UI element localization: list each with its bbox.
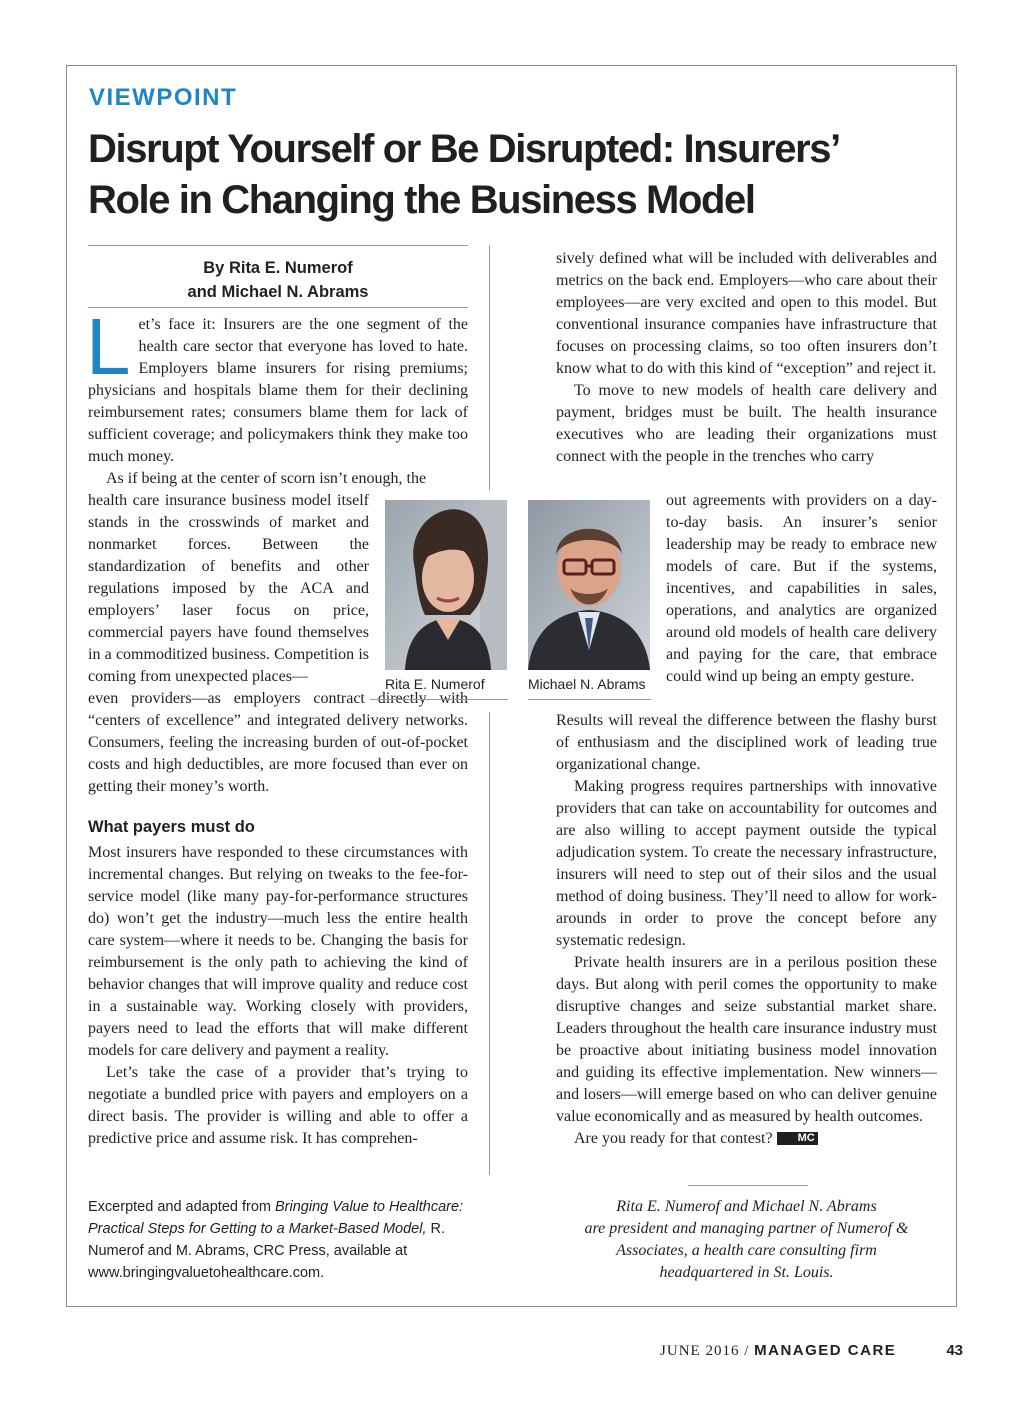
photo-caption-rule-left	[370, 699, 508, 700]
byline-author-1: By Rita E. Numerof	[203, 259, 353, 277]
paragraph-contest	[556, 1128, 937, 1150]
intro-paragraph-text: et’s face it: Insurers are the one segment of the health care sector that everyone has loved to hate. Employers blame insurers for rising premiums; physicians and hospitals blame them for their declining reimbursement rates; consumers blame them for lack of sufficient coverage; and policymakers think they make too much money.	[88, 316, 468, 465]
bio-line-3: Associates, a health care consulting firm	[616, 1242, 877, 1259]
column-divider-upper	[489, 245, 490, 490]
intro-paragraph	[86, 302, 468, 468]
bio-rule	[688, 1185, 808, 1186]
paragraph-bridges-lead: To move to new models of health care delivery and payment, bridges must be built. The health insurance executives who are leading their organizations must connect with the people in the trenches who carry	[556, 382, 937, 465]
paragraph-comprehensive: sively defined what will be included with deliverables and metrics on the back end. Employers—who care about their employees—are very excited and open to this model. But conventional insurance companies have infrastructure that focuses on processing claims, so too often insurers don’t know what to do with this kind of “exception” and reject it.	[556, 250, 937, 377]
bio-line-4: headquartered in St. Louis.	[659, 1264, 834, 1281]
paragraph-scorn-wrap: health care insurance business model itself stands in the crosswinds of market and nonmarket forces. Between the standardization of benefits and other regulations imposed by the ACA and employers’ laser focus on price, commercial payers have found themselves in a commoditized business. Competition is coming from unexpected places—	[88, 492, 369, 685]
paragraph-bundled-price: Let’s take the case of a provider that’s trying to negotiate a bundled price with payers and employers on a direct basis. The provider is willing and able to offer a predictive price and assume risk. It has comprehen-	[88, 1064, 468, 1147]
left-column-payers	[88, 842, 468, 1150]
paragraph-incremental: Most insurers have responded to these circumstances with incremental changes. But relying on tweaks to the fee-for-service model (like many pay-for-performance structures do) won’t get the industry—much less the entire health care system—where it needs to be. Changing the basis for reimbursement is the only path to achieving the kind of behavior changes that will improve quality and reduce cost in a sustainable way. Working closely with providers, payers need to lead the efforts that will make different models for care delivery and payment a reality.	[88, 844, 468, 1059]
photo-rita-numerof	[385, 500, 507, 670]
excerpt-footnote	[88, 1196, 472, 1284]
photo-caption-rule-right	[528, 699, 651, 700]
photo-michael-abrams	[528, 500, 650, 670]
author-bio	[556, 1196, 937, 1284]
paragraph-bridges-wrap: out agreements with providers on a day-to-day basis. An insurer’s senior leadership may be ready to embrace new models of care. But if the systems, incentives, and capabilities in sales, operations, and analytics are organized around old models of health care delivery and paying for the care, that embrace could wind up being an empty gesture.	[666, 492, 937, 685]
right-column-top	[556, 248, 937, 468]
footnote-prefix: Excerpted and adapted from	[88, 1199, 276, 1215]
page-folio	[660, 1342, 963, 1360]
caption-michael-abrams: Michael N. Abrams	[528, 676, 646, 692]
bio-line-1: Rita E. Numerof and Michael N. Abrams	[616, 1198, 877, 1215]
footnote-book-title: Bringing Value to Healthcare: Practical Steps for Getting to a Market-Based Model,	[88, 1199, 464, 1237]
closing-question: Are you ready for that contest?	[574, 1130, 773, 1147]
portrait-woman-image	[385, 500, 507, 670]
paragraph-bridges-rest: Results will reveal the difference between the flashy burst of enthusiasm and the disciplined work of leading true organizational change.	[556, 712, 937, 773]
article-title: Disrupt Yourself or Be Disrupted: Insurers’ Role in Changing the Business Model	[88, 127, 838, 222]
caption-rita-numerof: Rita E. Numerof	[385, 676, 485, 692]
right-column-wrap	[666, 490, 937, 688]
right-column-continued	[556, 710, 937, 1150]
subhead-payers: What payers must do	[88, 818, 255, 836]
left-column-continued	[88, 688, 468, 798]
paragraph-scorn-rest-text: even providers—as employers contract directly with “centers of excellence” and integrated delivery networks. Consumers, feeling the increasing burden of out-of-pocket costs and high deductibles, are more focused than ever on getting their money’s worth.	[88, 690, 468, 795]
paragraph-perilous: Private health insurers are in a perilous position these days. But along with peril comes the opportunity to make disruptive changes and seize substantial market share. Leaders throughout the health care insurance industry must be proactive about initiating business model innovation and guiding its effective implementation. New winners—and losers—will emerge based on who can deliver genuine value economically and as measured by health outcomes.	[556, 954, 937, 1125]
end-mark-badge: MC	[777, 1132, 818, 1145]
column-divider-lower	[489, 712, 490, 1175]
byline-author-2: and Michael N. Abrams	[187, 283, 369, 301]
paragraph-scorn-rest	[88, 688, 468, 798]
bio-line-2: are president and managing partner of Numerof &	[584, 1220, 909, 1237]
folio-magazine: MANAGED CARE	[754, 1342, 897, 1359]
footnote-suffix: R. Numerof and M. Abrams, CRC Press, available at www.bringingvaluetohealthcare.com.	[88, 1221, 446, 1281]
paragraph-partnerships: Making progress requires partnerships with innovative providers that can take on accountability for outcomes and are also willing to accept payment outside the typical adjudication system. To create the necessary infrastructure, insurers will need to step out of their silos and the usual method of doing business. They’ll need to allow for work-arounds in order to prove the concept before any systematic redesign.	[556, 778, 937, 949]
left-column-intro	[86, 302, 468, 490]
byline-top-rule	[88, 245, 468, 246]
byline-bottom-rule	[88, 307, 468, 308]
drop-cap: L	[86, 302, 131, 391]
byline	[88, 256, 468, 304]
paragraph-scorn-lead: As if being at the center of scorn isn’t enough, the	[106, 470, 427, 487]
section-kicker: VIEWPOINT	[89, 84, 238, 111]
page-number: 43	[946, 1342, 963, 1359]
folio-date: JUNE 2016 /	[660, 1343, 755, 1359]
left-column-wrap	[88, 490, 369, 688]
portrait-man-image	[528, 500, 650, 670]
